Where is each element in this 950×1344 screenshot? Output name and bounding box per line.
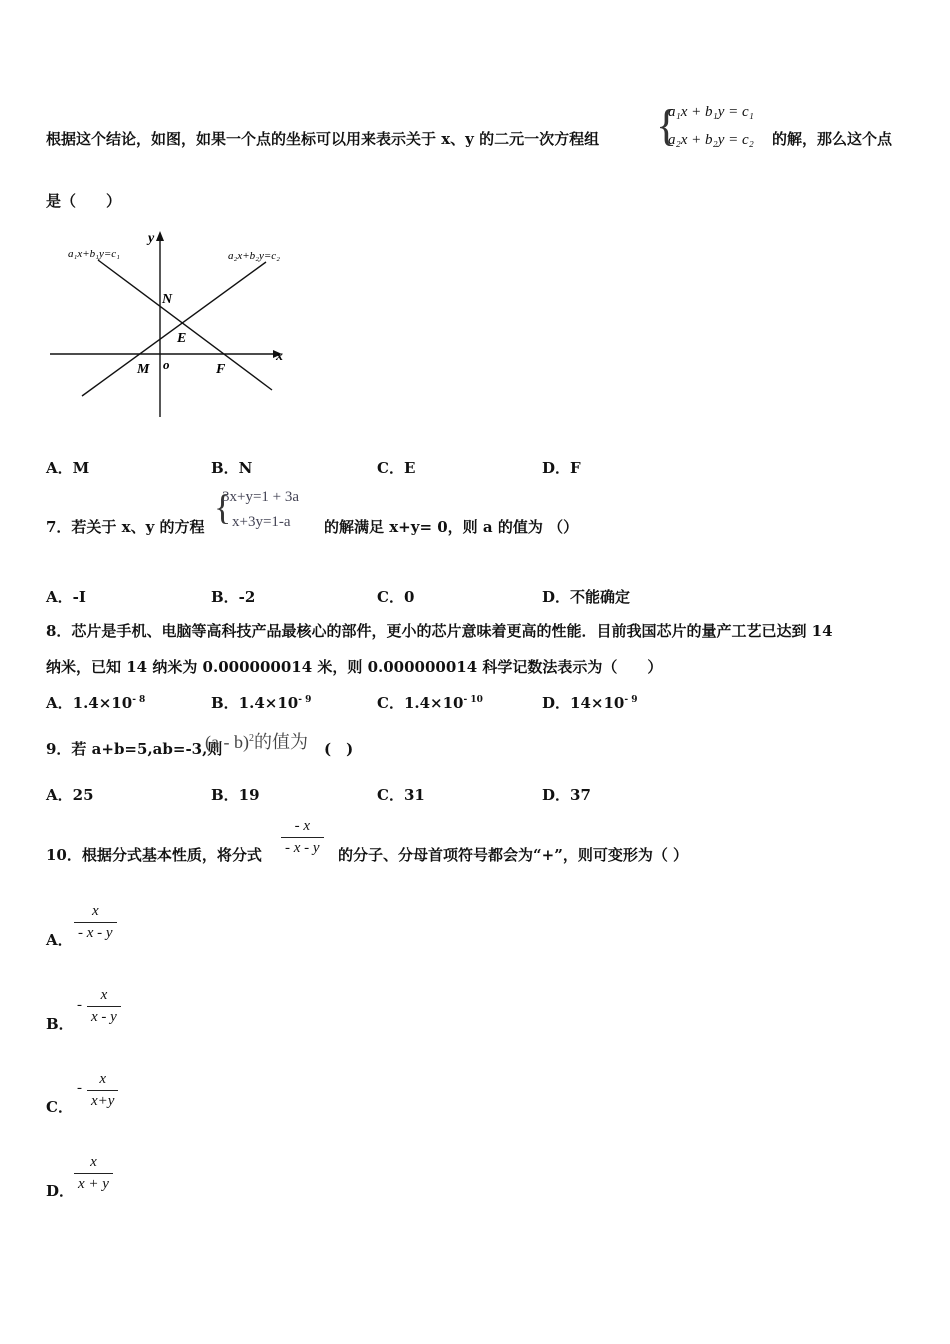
q9-option-c[interactable]: C．31: [377, 786, 425, 804]
q7-suffix: 的解满足 x+y= 0，则 a 的值为 （）: [324, 518, 579, 536]
q9-option-d[interactable]: D．37: [542, 786, 591, 804]
q6-equation-2: a₂x + b₂y = c₂: [668, 132, 754, 148]
point-m-label: M: [137, 362, 150, 377]
q6-line2: 是（ ）: [46, 192, 122, 210]
q10-option-a-label[interactable]: A．: [46, 931, 73, 949]
q7-equation-2: x+3y=1-a: [232, 514, 291, 530]
q6-option-a[interactable]: A．M: [46, 459, 90, 477]
q8-option-d[interactable]: D．$14\times 10^{- 9}$: [542, 694, 638, 712]
q10-option-d-fraction: x x + y: [74, 1154, 113, 1193]
q9-suffix: ( ): [324, 740, 354, 758]
q10-suffix: 的分子、分母首项符号都会为“+”，则可变形为（ ）: [338, 846, 689, 864]
q9-option-b[interactable]: B．19: [211, 786, 260, 804]
q9-option-a[interactable]: A．25: [46, 786, 94, 804]
line1-label: a₁x+b₁y=c₁: [68, 248, 120, 260]
q10-fraction: - x - x - y: [281, 818, 324, 857]
line2-label: a₂x+b₂y=c₂: [228, 250, 280, 262]
q6-equation-1: a₁x + b₁y = c₁: [668, 104, 754, 120]
q7-prefix: 7．若关于 x、y 的方程: [46, 518, 205, 536]
q6-text: 根据这个结论，如图，如果一个点的坐标可以用来表示关于 x、y 的二元一次方程组: [46, 130, 600, 148]
q7-option-b[interactable]: B．-2: [211, 588, 256, 606]
q7-option-a[interactable]: A．-I: [46, 588, 86, 606]
q6-graph: [40, 225, 300, 425]
line-1: [98, 260, 272, 390]
q9-expression: (a - b)$^2$的值为: [205, 732, 308, 752]
y-axis-label: y: [148, 231, 155, 246]
q7-option-c[interactable]: C．0: [377, 588, 415, 606]
q6-equation-system: [656, 101, 776, 160]
q6-option-b[interactable]: B．N: [211, 459, 253, 477]
line-2: [82, 262, 266, 396]
q7-equation-system: [214, 488, 324, 536]
point-f-label: F: [216, 362, 226, 377]
q10-option-d-label[interactable]: D．: [46, 1182, 75, 1200]
x-axis-label: x: [276, 349, 283, 364]
q8-option-b[interactable]: B．$1.4\times 10^{- 9}$: [211, 694, 312, 712]
q10-option-c-label[interactable]: C．: [46, 1098, 73, 1116]
q8-option-a[interactable]: A．$1.4\times 10^{- 8}$: [46, 694, 146, 712]
q6-option-d[interactable]: D．F: [542, 459, 581, 477]
origin-label: o: [163, 357, 170, 372]
y-axis-arrow-icon: [156, 231, 164, 241]
q6-text-after: 的解，那么这个点: [772, 130, 893, 148]
q10-option-b-fraction: x x - y: [87, 987, 121, 1026]
q8-line1: 8．芯片是手机、电脑等高科技产品最核心的部件，更小的芯片意味着更高的性能．目前我国芯片的量产工艺已达到 14: [46, 622, 833, 640]
q10-option-c-sign: -: [77, 1080, 82, 1096]
q10-option-b-sign: -: [77, 997, 82, 1013]
point-e-label: E: [177, 331, 187, 346]
q10-option-b-label[interactable]: B．: [46, 1015, 74, 1033]
q9-prefix: 9．若 a+b=5,ab=-3,则: [46, 740, 223, 758]
q8-line2: 纳米，已知 14 纳米为 0.000000014 米，则 0.000000014 科学记数法表示为（ ）: [46, 658, 663, 676]
point-n-label: N: [162, 292, 173, 307]
q6-option-c[interactable]: C．E: [377, 459, 416, 477]
brace-icon: {: [214, 487, 232, 527]
q7-equation-1: 3x+y=1 + 3a: [222, 489, 300, 505]
q8-option-c[interactable]: C．$1.4\times 10^{- 10}$: [377, 694, 483, 712]
q10-option-a-fraction: x - x - y: [74, 903, 117, 942]
q10-option-c-fraction: x x+y: [87, 1071, 118, 1110]
brace-icon: {: [656, 101, 678, 150]
q10-prefix: 10．根据分式基本性质，将分式: [46, 846, 262, 864]
q7-option-d[interactable]: D．不能确定: [542, 588, 631, 606]
